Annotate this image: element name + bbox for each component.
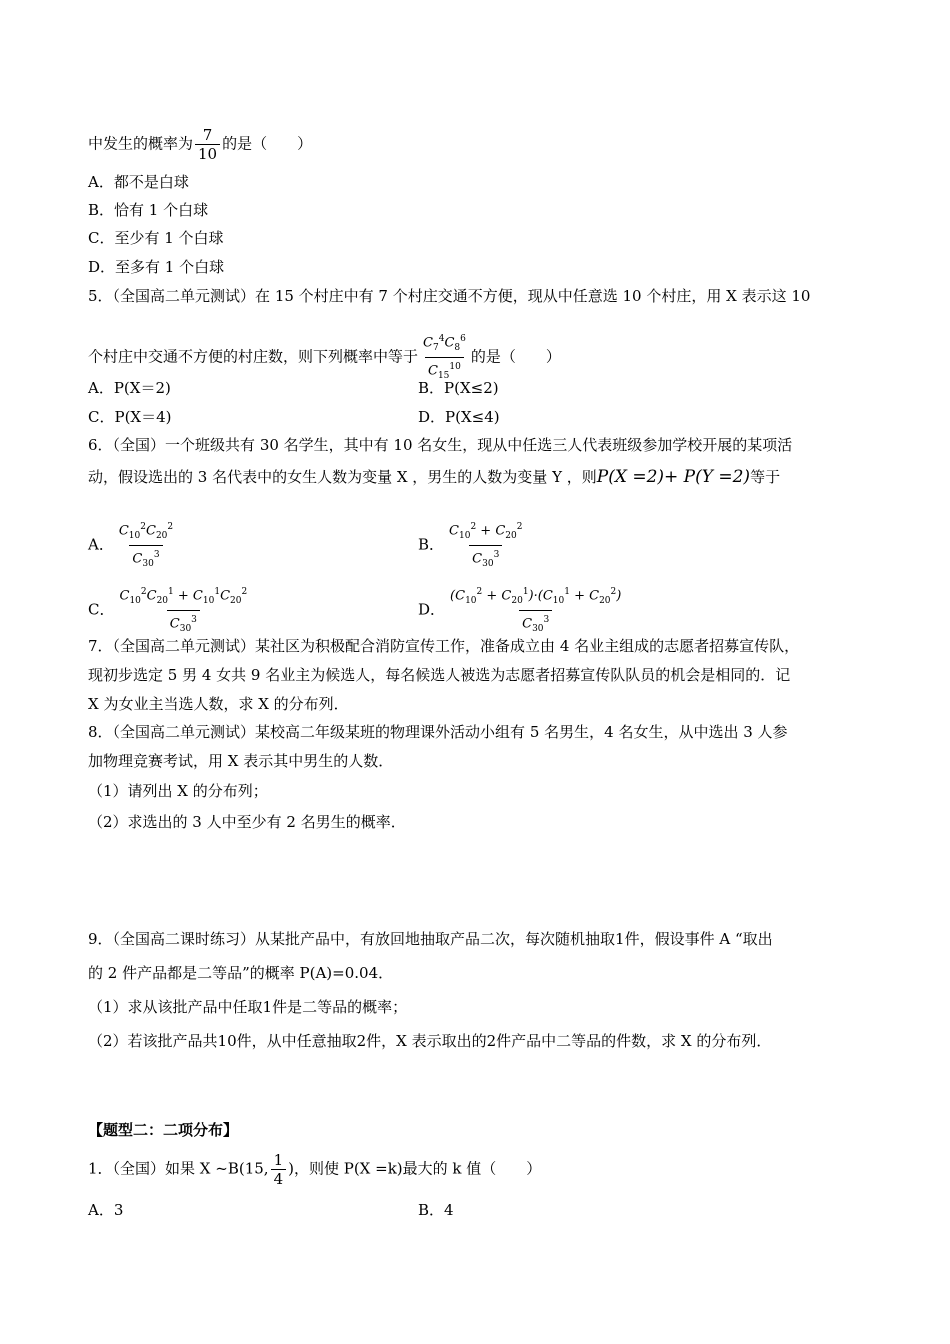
- q7-stem-line2: 现初步选定 5 男 4 女共 9 名业主为候选人，每名候选人被选为志愿者招募宣传队队员的机会是相同的．记: [88, 666, 791, 684]
- section-title: 【题型二：二项分布】: [88, 1121, 239, 1139]
- fraction-numerator: 1: [273, 1151, 284, 1169]
- option-c-formula: [116, 583, 250, 638]
- q6-option-a: [88, 518, 178, 573]
- q9-stem-line1: 9．（全国高二课时练习）从某批产品中，有放回地抽取产品二次，每次随机抽取1件，假设事件 A “取出: [88, 930, 773, 948]
- fraction-denominator: $C_{15}^{10}$: [425, 357, 464, 385]
- fraction-numerator: 7: [202, 126, 213, 144]
- q4-stem-post: 的是（ ）: [222, 134, 313, 153]
- q8-stem-line1: 8．（全国高二单元测试）某校高二年级某班的物理课外活动小组有 5 名男生，4 名女生，从中选出 3 人参: [88, 723, 788, 741]
- option-label: D．: [418, 600, 446, 619]
- fraction-7-10: [195, 126, 220, 163]
- q5-stem-line1: 5．（全国高二单元测试）在 15 个村庄中有 7 个村庄交通不方便，现从中任意选 10 个村庄，用 X 表示这 10: [88, 287, 811, 305]
- fraction-denominator: $C_{30}^3$: [469, 545, 502, 573]
- q7-stem-line1: 7．（全国高二单元测试）某社区为积极配合消防宣传工作，准备成立由 4 名业主组成的志愿者招募宣传队，: [88, 637, 800, 655]
- fraction-numerator: $(C_{10}^2 + C_{20}^1)\cdot(C_{10}^1 + C_{20}^2)$: [450, 587, 622, 606]
- fraction-numerator: $C_{10}^2C_{20}^1 + C_{10}^1C_{20}^2$: [119, 587, 248, 606]
- fraction-1-4: [271, 1151, 287, 1188]
- q8-stem-line2: 加物理竞赛考试，用 X 表示其中男生的人数．: [88, 752, 394, 770]
- q9-stem-line2: 的 2 件产品都是二等品”的概率 P(A)=0.04．: [88, 964, 394, 982]
- q6-option-b: [418, 518, 527, 573]
- option-b-formula: [446, 518, 525, 573]
- q8-subquestion-2: （2）求选出的 3 人中至少有 2 名男生的概率．: [88, 813, 406, 831]
- option-a-formula: [116, 518, 176, 573]
- q6-option-c: [88, 583, 252, 638]
- binomial-q1-option-b: B．4: [418, 1201, 454, 1219]
- q5-option-c: C．P(X＝4): [88, 408, 172, 426]
- q6-stem-pre: 动，假设选出的 3 名代表中的女生人数为变量 X ，男生的人数为变量 Y ，则: [88, 468, 597, 486]
- q4-option-a: A．都不是白球: [88, 173, 189, 191]
- q5-option-b: B．P(X≤2): [418, 379, 499, 397]
- q4-option-b: B．恰有 1 个白球: [88, 201, 209, 219]
- fraction-denominator: 4: [271, 1169, 287, 1188]
- q4-stem-pre: 中发生的概率为: [88, 134, 194, 153]
- q7-stem-line3: X 为女业主当选人数，求 X 的分布列．: [88, 695, 349, 713]
- option-label: B．: [418, 535, 445, 554]
- binomial-q1-option-a: A．3: [88, 1201, 124, 1219]
- q4-stem-line: [88, 126, 312, 163]
- q6-option-d: [418, 583, 626, 638]
- fraction-numerator: $C_7^4C_8^6$: [423, 334, 466, 353]
- q9-subquestion-2: （2）若该批产品共10件，从中任意抽取2件，X 表示取出的2件产品中二等品的件数，求 X 的分布列．: [88, 1032, 772, 1050]
- q4-option-d: D．至多有 1 个白球: [88, 258, 225, 276]
- q5-stem-pre: 个村庄中交通不方便的村庄数，则下列概率中等于: [88, 347, 419, 366]
- binomial-q1-stem: [88, 1151, 541, 1188]
- q6-stem-line2: [88, 466, 780, 488]
- fraction-numerator: $C_{10}^2 + C_{20}^2$: [449, 522, 523, 541]
- q8-subquestion-1: （1）请列出 X 的分布列；: [88, 782, 268, 800]
- q5-option-d: D．P(X≤4): [418, 408, 500, 426]
- q6-stem-post: 等于: [750, 468, 781, 486]
- option-d-formula: [447, 583, 624, 638]
- q5-option-a: A．P(X＝2): [88, 379, 171, 397]
- option-label: C．: [88, 600, 115, 619]
- fraction-numerator: $C_{10}^2C_{20}^2$: [118, 522, 174, 541]
- q5-stem-post: 的是（ ）: [470, 347, 561, 366]
- fraction-denominator: $C_{30}^3$: [167, 610, 200, 638]
- q4-option-c: C．至少有 1 个白球: [88, 229, 224, 247]
- fraction-denominator: $C_{30}^3$: [129, 545, 162, 573]
- q9-subquestion-1: （1）求从该批产品中任取1件是二等品的概率；: [88, 998, 408, 1016]
- b1-stem-pre: 1．（全国）如果 X ~B(15,: [88, 1159, 269, 1178]
- option-label: A．: [88, 535, 114, 554]
- q6-stem-line1: 6．（全国）一个班级共有 30 名学生，其中有 10 名女生，现从中任选三人代表班级参加学校开展的某项活: [88, 436, 793, 454]
- fraction-denominator: $C_{30}^3$: [519, 610, 552, 638]
- q6-formula: P(X =2)+ P(Y =2): [596, 467, 751, 487]
- fraction-denominator: 10: [195, 144, 220, 163]
- b1-stem-post: )，则使 P(X =k)最大的 k 值（ ）: [288, 1159, 542, 1178]
